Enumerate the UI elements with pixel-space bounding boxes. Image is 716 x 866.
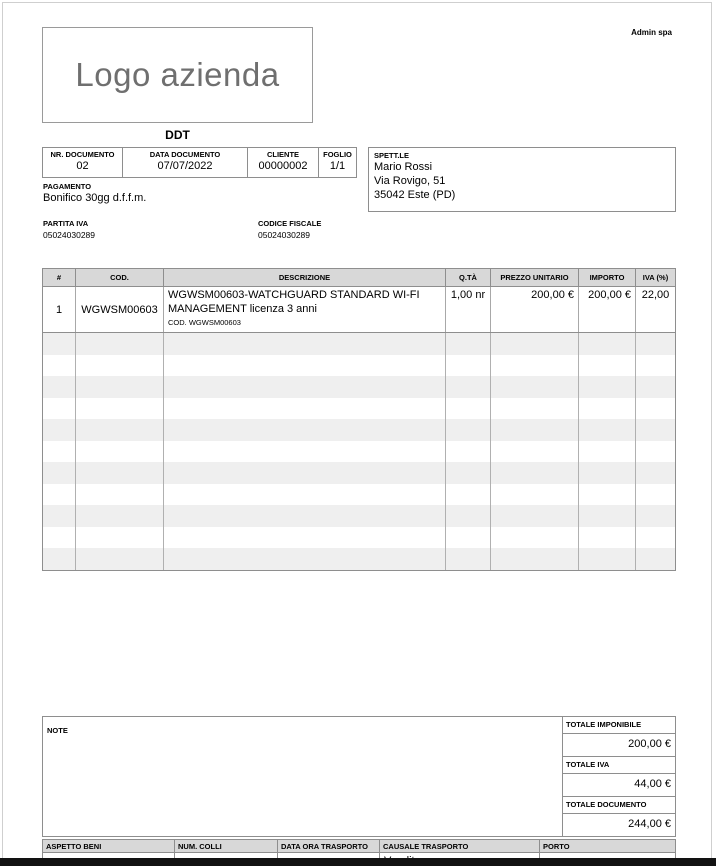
recipient-label: SPETT.LE <box>374 151 410 160</box>
header-num-colli: NUM. COLLI <box>175 840 278 852</box>
empty-table-row <box>43 355 675 377</box>
payment-label: PAGAMENTO <box>43 182 92 191</box>
empty-cell <box>43 505 76 527</box>
row-descrizione-cell <box>164 287 446 332</box>
empty-cell <box>636 462 675 484</box>
empty-cell <box>43 333 76 355</box>
empty-cell <box>446 484 491 506</box>
empty-cell <box>636 419 675 441</box>
header-data-ora-trasporto: DATA ORA TRASPORTO <box>278 840 380 852</box>
empty-cell <box>164 484 446 506</box>
total-taxable-label: TOTALE IMPONIBILE <box>563 717 675 734</box>
sheet-cell <box>319 148 356 177</box>
empty-cell <box>491 505 579 527</box>
empty-cell <box>164 505 446 527</box>
total-document-value: 244,00 € <box>628 818 671 830</box>
total-vat-value: 44,00 € <box>563 774 675 797</box>
empty-cell <box>491 441 579 463</box>
empty-cell <box>446 376 491 398</box>
recipient-street: Via Rovigo, 51 <box>374 175 446 187</box>
recipient-name: Mario Rossi <box>374 161 433 173</box>
empty-cell <box>164 398 446 420</box>
row-descrizione-sub: COD. WGWSM00603 <box>168 318 241 327</box>
empty-cell <box>76 398 164 420</box>
empty-cell <box>579 376 636 398</box>
empty-cell <box>636 527 675 549</box>
empty-cell <box>579 441 636 463</box>
header-aspetto-beni: ASPETTO BENI <box>43 840 175 852</box>
empty-cell <box>43 398 76 420</box>
logo-box <box>42 27 313 123</box>
empty-cell <box>579 333 636 355</box>
recipient-box <box>368 147 676 212</box>
logo-text: Logo azienda <box>75 56 280 93</box>
empty-table-row <box>43 333 675 355</box>
doc-date-value: 07/07/2022 <box>157 160 213 172</box>
notes-and-totals <box>42 716 676 837</box>
notes-box <box>42 716 563 837</box>
row-descrizione: WGWSM00603-WATCHGUARD STANDARD WI-FI MANAGEMENT licenza 3 anni <box>168 289 420 315</box>
empty-cell <box>76 505 164 527</box>
empty-cell <box>636 355 675 377</box>
client-cell <box>248 148 319 177</box>
total-vat-label: TOTALE IVA <box>563 757 675 774</box>
empty-cell <box>76 355 164 377</box>
empty-cell <box>164 419 446 441</box>
empty-cell <box>43 355 76 377</box>
doc-number-cell <box>43 148 123 177</box>
vat-block <box>43 219 95 240</box>
empty-table-row <box>43 441 675 463</box>
empty-table-row <box>43 376 675 398</box>
payment-block <box>43 182 146 204</box>
empty-cell <box>164 548 446 570</box>
empty-cell <box>579 505 636 527</box>
empty-cell <box>636 505 675 527</box>
total-taxable-value: 200,00 € <box>563 734 675 757</box>
header-cod: COD. <box>76 269 164 286</box>
header-prezzo-unitario: PREZZO UNITARIO <box>491 269 579 286</box>
bottom-cutoff-bar <box>0 858 716 866</box>
doc-info-table <box>42 147 357 178</box>
empty-cell <box>636 333 675 355</box>
empty-cell <box>43 462 76 484</box>
empty-cell <box>446 398 491 420</box>
empty-cell <box>76 441 164 463</box>
empty-cell <box>43 419 76 441</box>
header-qta: Q.TÀ <box>446 269 491 286</box>
row-importo: 200,00 € <box>579 287 636 332</box>
empty-cell <box>491 527 579 549</box>
empty-cell <box>491 376 579 398</box>
empty-cell <box>446 441 491 463</box>
empty-table-row <box>43 548 675 570</box>
empty-cell <box>579 398 636 420</box>
doc-date-label: DATA DOCUMENTO <box>149 150 221 159</box>
empty-cell <box>164 355 446 377</box>
empty-cell <box>164 333 446 355</box>
transport-header <box>42 839 676 853</box>
empty-cell <box>446 419 491 441</box>
empty-cell <box>491 398 579 420</box>
header-iva: IVA (%) <box>642 273 669 282</box>
empty-cell <box>491 419 579 441</box>
empty-cell <box>76 462 164 484</box>
empty-cell <box>579 355 636 377</box>
header-importo: IMPORTO <box>579 269 636 286</box>
header-descrizione: DESCRIZIONE <box>164 269 446 286</box>
empty-cell <box>446 527 491 549</box>
empty-cell <box>491 548 579 570</box>
empty-cell <box>43 484 76 506</box>
doc-number-value: 02 <box>76 160 89 172</box>
empty-cell <box>164 376 446 398</box>
empty-cell <box>76 548 164 570</box>
empty-table-row <box>43 484 675 506</box>
empty-cell <box>491 484 579 506</box>
empty-cell <box>491 333 579 355</box>
doc-number-label: NR. DOCUMENTO <box>50 150 115 159</box>
table-row <box>42 287 676 333</box>
items-table-header <box>42 268 676 287</box>
empty-table-row <box>43 505 675 527</box>
row-prezzo-unitario: 200,00 € <box>491 287 579 332</box>
total-document-label: TOTALE DOCUMENTO <box>563 797 675 814</box>
empty-table-row <box>43 462 675 484</box>
empty-table-row <box>43 419 675 441</box>
doc-type-title: DDT <box>165 128 190 142</box>
row-qta: 1,00 nr <box>446 287 491 332</box>
empty-cell <box>43 548 76 570</box>
vat-label: PARTITA IVA <box>43 219 89 228</box>
client-value: 00000002 <box>258 160 308 172</box>
recipient-city: 35042 Este (PD) <box>374 189 456 201</box>
doc-date-cell <box>123 148 248 177</box>
empty-cell <box>43 527 76 549</box>
empty-cell <box>446 462 491 484</box>
company-name: Admin spa <box>631 28 672 37</box>
empty-cell <box>579 419 636 441</box>
fiscal-code-block <box>258 219 321 240</box>
notes-label: NOTE <box>47 726 68 735</box>
payment-value: Bonifico 30gg d.f.f.m. <box>43 192 147 204</box>
empty-cell <box>446 505 491 527</box>
empty-cell <box>579 548 636 570</box>
sheet-label: FOGLIO <box>323 150 352 159</box>
empty-cell <box>636 376 675 398</box>
row-cod: WGWSM00603 <box>76 287 164 332</box>
empty-cell <box>164 527 446 549</box>
sheet-value: 1/1 <box>329 160 346 172</box>
empty-cell <box>579 462 636 484</box>
empty-cell <box>446 548 491 570</box>
header-num: # <box>43 269 76 286</box>
empty-cell <box>579 484 636 506</box>
empty-table-row <box>43 398 675 420</box>
empty-cell <box>636 548 675 570</box>
empty-cell <box>76 376 164 398</box>
row-num: 1 <box>43 287 76 332</box>
row-iva: 22,00 <box>641 289 670 301</box>
empty-cell <box>76 333 164 355</box>
empty-cell <box>446 333 491 355</box>
empty-cell <box>636 441 675 463</box>
empty-table-row <box>43 527 675 549</box>
header-causale-trasporto: CAUSALE TRASPORTO <box>380 840 540 852</box>
vat-value: 05024030289 <box>43 230 96 240</box>
empty-cell <box>76 484 164 506</box>
empty-cell <box>43 441 76 463</box>
empty-cell <box>446 355 491 377</box>
empty-cell <box>43 376 76 398</box>
empty-cell <box>636 484 675 506</box>
empty-cell <box>76 419 164 441</box>
empty-cell <box>76 527 164 549</box>
totals-box <box>563 716 676 837</box>
client-label: CLIENTE <box>266 150 300 159</box>
header-porto: PORTO <box>543 841 570 851</box>
empty-cell <box>164 441 446 463</box>
empty-cell <box>491 462 579 484</box>
empty-cell <box>491 355 579 377</box>
fiscal-code-label: CODICE FISCALE <box>258 219 322 228</box>
empty-cell <box>164 462 446 484</box>
items-table <box>42 268 676 571</box>
empty-cell <box>636 398 675 420</box>
empty-rows <box>42 333 676 571</box>
fiscal-code-value: 05024030289 <box>258 230 311 240</box>
empty-cell <box>579 527 636 549</box>
